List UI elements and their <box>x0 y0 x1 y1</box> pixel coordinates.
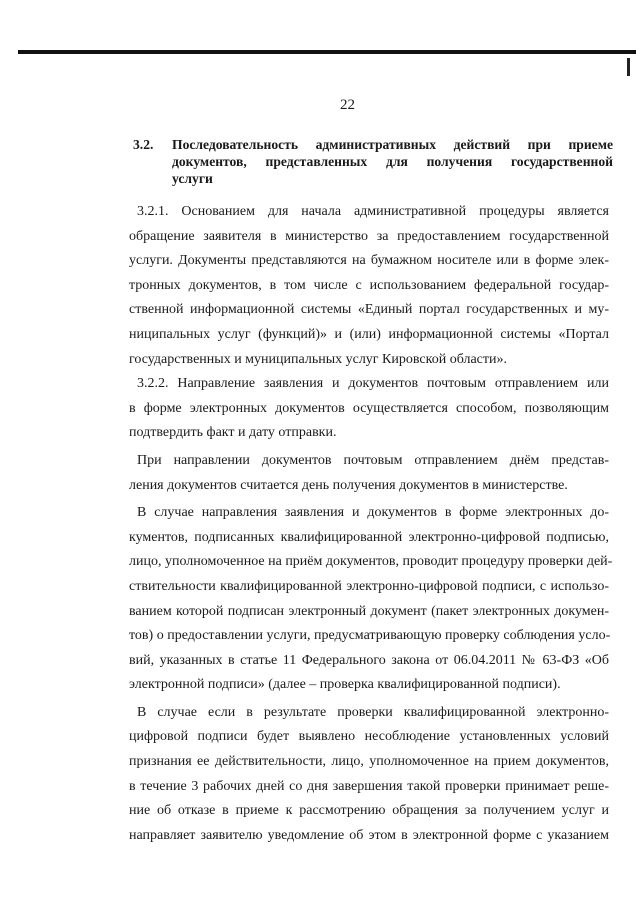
paragraph-electronic <box>129 501 613 698</box>
text-line: ниципальных услуг (функций)» и (или) информационной системы «Портал <box>129 326 609 342</box>
text-line: ние об отказе в приеме к рассмотрению обращения за получением услуг и <box>129 803 609 819</box>
text-line: в течение 3 рабочих дней со дня завершения такой проверки принимает реше- <box>129 778 609 794</box>
text-line: При направлении документов почтовым отправлением днём представ- <box>137 452 609 468</box>
corner-mark <box>627 58 630 76</box>
text-line: ванием которой подписан электронный документ (пакет электронных докумен- <box>129 603 609 619</box>
paragraph-3-2-1 <box>129 200 609 372</box>
text-line: ствительности квалифицированной электронно-цифровой подписи, с использо- <box>129 578 609 594</box>
section-title-line: документов, представленных для получения государственной <box>172 154 613 169</box>
text-line: вий, указанных в статье 11 Федерального закона от 06.04.2011 № 63-ФЗ «Об <box>129 652 609 668</box>
text-line: услуги. Документы представляются на бумажном носителе или в форме элек- <box>129 253 609 269</box>
paragraph-postal <box>129 449 609 498</box>
page-number: 22 <box>340 97 355 113</box>
text-line: направляет заявителю уведомление об этом в электронной форме с указанием <box>129 827 609 843</box>
text-line: ственной информационной системы «Единый портал государственных и му- <box>129 302 609 318</box>
section-title-line: Последовательность административных действий при приеме <box>172 137 613 152</box>
text-line: 3.2.1. Основанием для начала административной процедуры является <box>137 204 609 219</box>
text-line: ления документов считается день получения документов в министерстве. <box>129 477 568 493</box>
section-title-line: услуги <box>172 171 213 186</box>
top-rule <box>18 50 636 54</box>
text-line: В случае направления заявления и документов в форме электронных до- <box>137 505 609 521</box>
paragraph-3-2-2 <box>129 372 609 446</box>
text-line: кументов, подписанных квалифицированной электронно-цифровой подписью, <box>129 529 609 545</box>
paragraph-signature-check <box>129 701 609 849</box>
text-line: цифровой подписи будет выявлено несоблюдение установленных условий <box>129 729 609 745</box>
text-line: В случае если в результате проверки квалифицированной электронно- <box>137 704 609 720</box>
text-line: в форме электронных документов осуществляется способом, позволяющим <box>129 400 609 416</box>
text-line: обращение заявителя в министерство за предоставлением государственной <box>129 228 609 244</box>
text-line: признания ее действительности, лицо, уполномоченное на прием документов, <box>129 754 609 770</box>
text-line: электронной подписи» (далее – проверка квалифицированной подписи). <box>129 677 561 693</box>
text-line: лицо, уполномоченное на приём документов, проводит процедуру проверки дей- <box>129 554 613 570</box>
text-line: 3.2.2. Направление заявления и документов почтовым отправлением или <box>137 376 609 392</box>
text-line: тронных документов, в том числе с использованием федеральной государ- <box>129 277 609 293</box>
text-line: тов) о предоставлении услуги, предусматривающую проверку соблюдения усло- <box>129 628 611 644</box>
text-line: подтвердить факт и дату отправки. <box>129 425 337 441</box>
section-title <box>172 136 613 187</box>
text-line: государственных и муниципальных услуг Кировской области». <box>129 351 508 367</box>
section-number: 3.2. <box>133 137 154 152</box>
body-text <box>129 200 613 848</box>
